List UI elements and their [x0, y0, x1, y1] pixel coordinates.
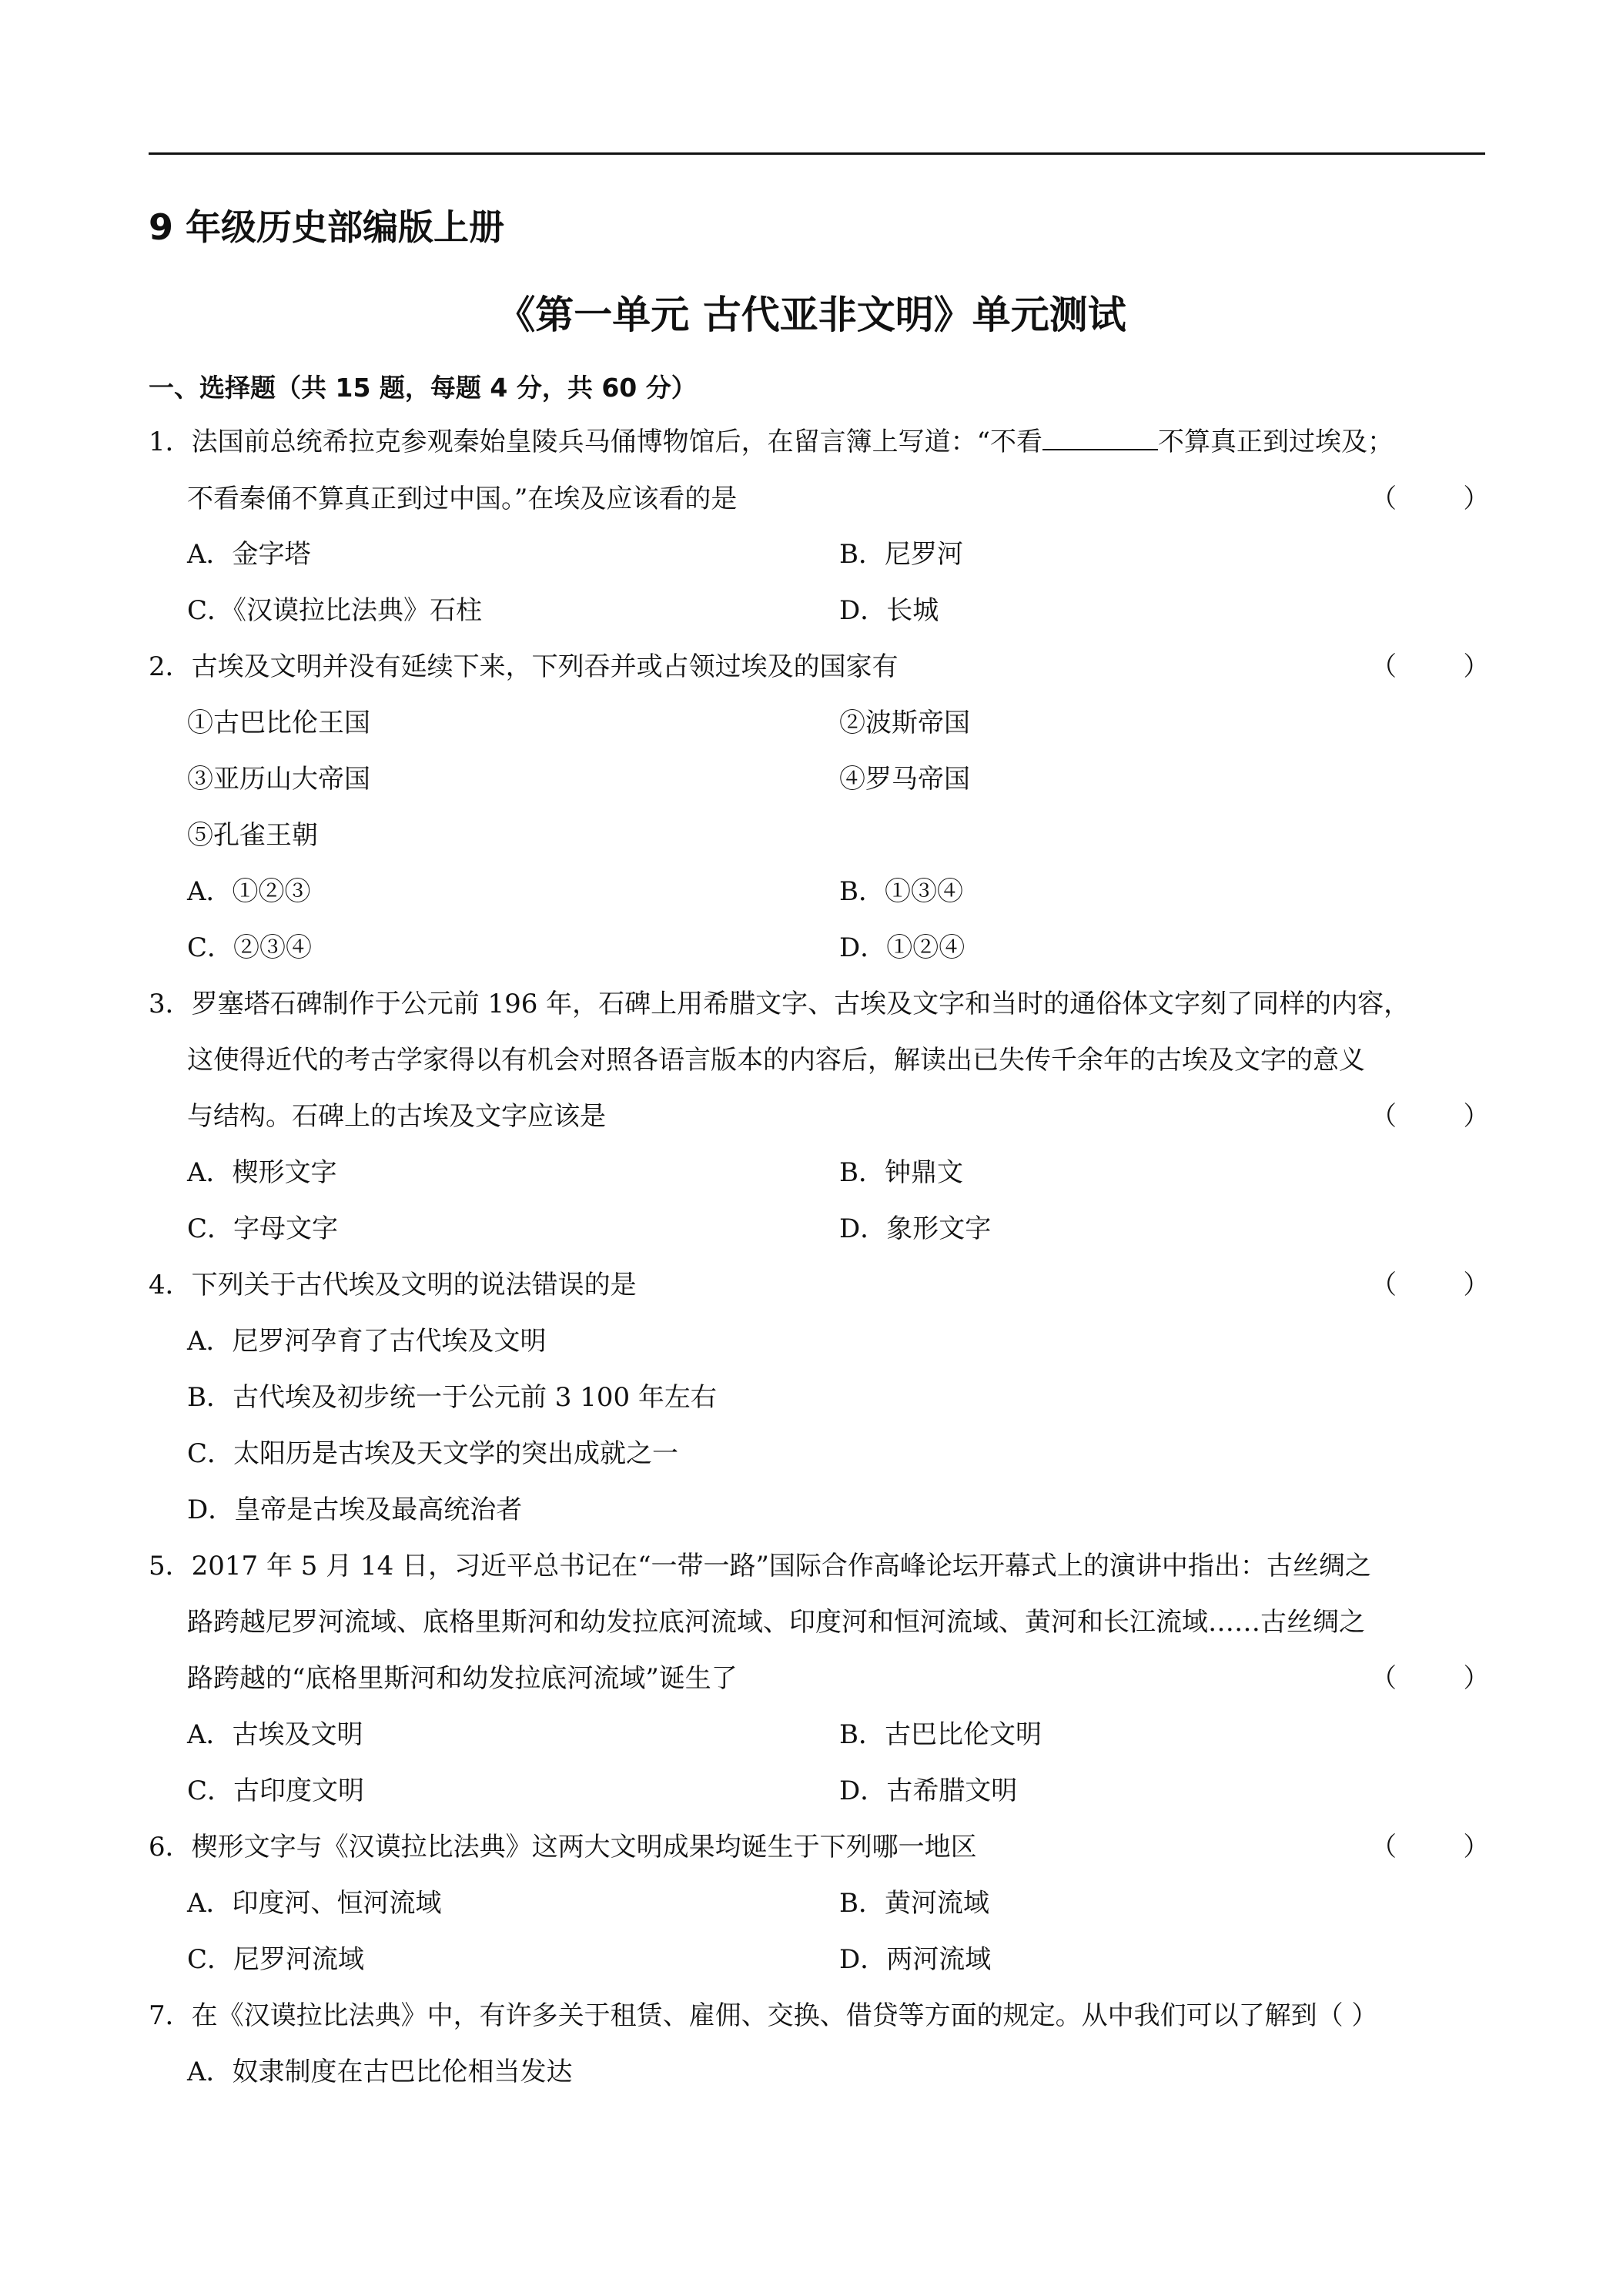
question-2-option-d[interactable]: D．①②④: [839, 932, 965, 963]
question-2-item-2: ②波斯帝国: [839, 708, 970, 738]
question-3-line-2: 这使得近代的考古学家得以有机会对照各语言版本的内容后，解读出已失传千余年的古埃及文字的意义: [187, 1045, 1365, 1076]
question-3-line-3: 与结构。石碑上的古埃及文字应该是: [187, 1101, 606, 1132]
question-6-option-d[interactable]: D．两河流域: [839, 1944, 992, 1975]
question-1-blank[interactable]: [1042, 423, 1158, 450]
question-2-answer-paren[interactable]: （ ）: [1370, 651, 1490, 682]
question-1-line-2: 不看秦俑不算真正到过中国。”在埃及应该看的是: [187, 484, 738, 514]
question-4-option-a[interactable]: A．尼罗河孕育了古代埃及文明: [187, 1326, 547, 1357]
question-2-stem: 2．古埃及文明并没有延续下来，下列吞并或占领过埃及的国家有: [149, 651, 899, 682]
question-4-option-d[interactable]: D．皇帝是古埃及最高统治者: [187, 1494, 523, 1525]
question-3-answer-paren[interactable]: （ ）: [1370, 1101, 1490, 1132]
question-5-option-a[interactable]: A．古埃及文明: [187, 1719, 363, 1750]
question-6-option-b[interactable]: B．黄河流域: [839, 1888, 989, 1919]
question-3-option-b[interactable]: B．钟鼎文: [839, 1157, 963, 1188]
question-3-line-1: 3．罗塞塔石碑制作于公元前 196 年，石碑上用希腊文字、古埃及文字和当时的通俗体文字刻了同样的内容，: [149, 989, 1411, 1019]
header-rule: [149, 152, 1485, 155]
question-1-option-d[interactable]: D．长城: [839, 595, 939, 626]
question-4-answer-paren[interactable]: （ ）: [1370, 1270, 1490, 1300]
question-5-answer-paren[interactable]: （ ）: [1370, 1663, 1490, 1694]
question-6-option-c[interactable]: C．尼罗河流域: [187, 1944, 365, 1975]
question-2-option-b[interactable]: B．①③④: [839, 876, 963, 907]
page-title: 《第一单元 古代亚非文明》单元测试: [497, 293, 1126, 337]
question-1-answer-paren[interactable]: （ ）: [1370, 484, 1490, 514]
question-6-answer-paren[interactable]: （ ）: [1370, 1832, 1490, 1863]
question-5-line-3: 路跨越的“底格里斯河和幼发拉底河流域”诞生了: [187, 1663, 738, 1694]
section-heading: 一、选择题（共 15 题，每题 4 分，共 60 分）: [149, 373, 697, 403]
question-3-option-a[interactable]: A．楔形文字: [187, 1157, 337, 1188]
question-1-option-c[interactable]: C．《汉谟拉比法典》石柱: [187, 595, 483, 626]
question-1-line-1: 1．法国前总统希拉克参观秦始皇陵兵马俑博物馆后，在留言簿上写道：“不看 不算真正到过埃及；: [149, 422, 1394, 462]
question-2-option-a[interactable]: A．①②③: [187, 876, 311, 907]
question-3-option-c[interactable]: C．字母文字: [187, 1213, 339, 1244]
question-5-line-2: 路跨越尼罗河流域、底格里斯河和幼发拉底河流域、印度河和恒河流域、黄河和长江流域……古丝绸之: [187, 1607, 1365, 1638]
question-2-item-1: ①古巴比伦王国: [187, 708, 370, 738]
grade-label: 9 年级历史部编版上册: [149, 206, 505, 248]
question-4-stem: 4．下列关于古代埃及文明的说法错误的是: [149, 1270, 637, 1300]
question-7-option-a[interactable]: A．奴隶制度在古巴比伦相当发达: [187, 2057, 573, 2087]
question-2-item-3: ③亚历山大帝国: [187, 764, 370, 795]
question-4-option-c[interactable]: C．太阳历是古埃及天文学的突出成就之一: [187, 1438, 679, 1469]
question-2-option-c[interactable]: C．②③④: [187, 932, 313, 963]
question-6-stem: 6．楔形文字与《汉谟拉比法典》这两大文明成果均诞生于下列哪一地区: [149, 1832, 977, 1863]
question-2-item-4: ④罗马帝国: [839, 764, 970, 795]
question-5-option-d[interactable]: D．古希腊文明: [839, 1776, 1018, 1806]
question-2-item-5: ⑤孔雀王朝: [187, 820, 318, 851]
question-1-option-a[interactable]: A．金字塔: [187, 539, 311, 570]
question-5-line-1: 5．2017 年 5 月 14 日，习近平总书记在“一带一路”国际合作高峰论坛开幕式上的演讲中指出：古丝绸之: [149, 1551, 1371, 1581]
question-5-option-c[interactable]: C．古印度文明: [187, 1776, 365, 1806]
question-1-option-b[interactable]: B．尼罗河: [839, 539, 963, 570]
question-6-option-a[interactable]: A．印度河、恒河流域: [187, 1888, 442, 1919]
question-3-option-d[interactable]: D．象形文字: [839, 1213, 992, 1244]
question-5-option-b[interactable]: B．古巴比伦文明: [839, 1719, 1042, 1750]
question-4-option-b[interactable]: B．古代埃及初步统一于公元前 3 100 年左右: [187, 1382, 717, 1413]
question-7-stem: 7．在《汉谟拉比法典》中，有许多关于租赁、雇佣、交换、借贷等方面的规定。从中我们可以了解到（ ）: [149, 2000, 1378, 2031]
